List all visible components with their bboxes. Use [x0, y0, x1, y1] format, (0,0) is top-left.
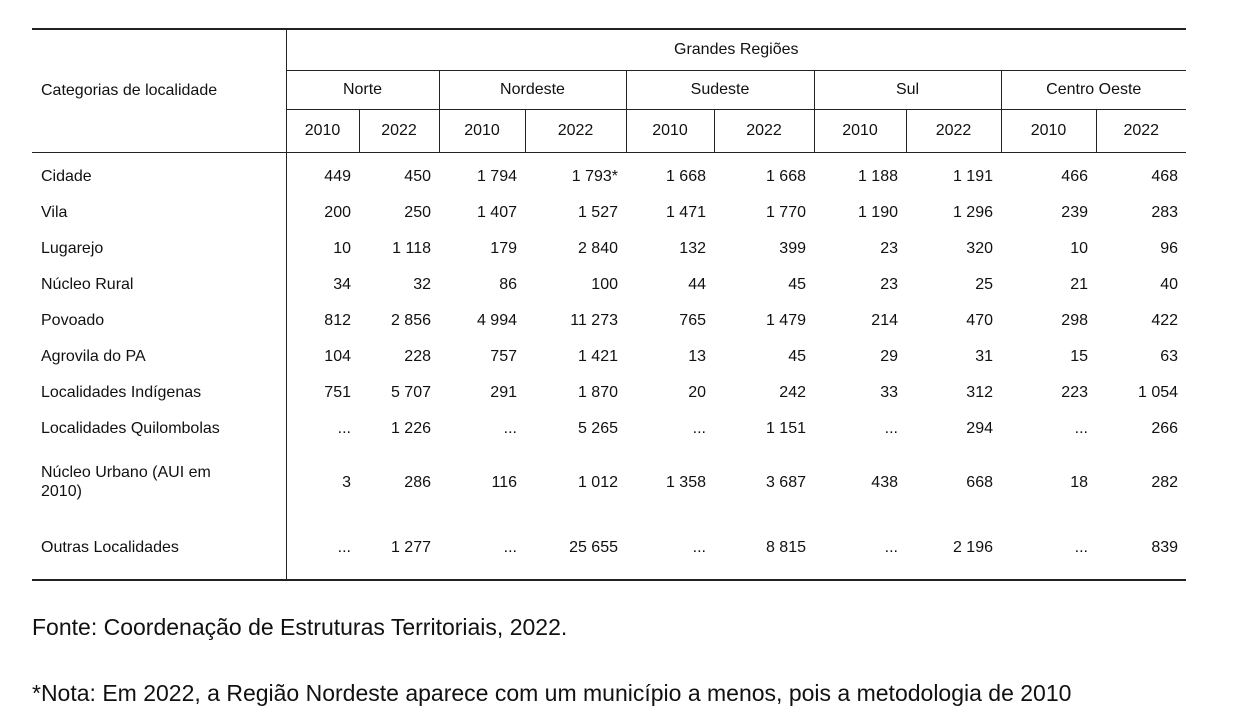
footnote: *Nota: Em 2022, a Região Nordeste aparece com um município a menos, pois a metodologia de 2010: [32, 680, 1072, 706]
year-header: 2022: [359, 110, 439, 153]
year-header: 2022: [525, 110, 626, 153]
table-cell: 1 668: [665, 168, 706, 185]
table-cell: 1 770: [765, 204, 806, 221]
table-cell: 468: [1151, 168, 1179, 185]
table-cell: 23: [880, 276, 898, 293]
table-cell: 466: [1061, 168, 1088, 185]
table-cell: 1 277: [359, 517, 439, 580]
table-cell: 104: [286, 339, 359, 375]
category-header: Categorias de localidade: [32, 29, 286, 153]
table-cell: 86: [499, 276, 517, 293]
table-row: [32, 267, 1186, 303]
table-cell: 32: [413, 276, 431, 293]
table-cell: 8 815: [714, 517, 814, 580]
table-cell: 116: [491, 473, 517, 491]
table-row: [32, 153, 1186, 196]
table-cell: 179: [490, 240, 517, 257]
table-cell: 283: [1151, 204, 1179, 221]
table-cell: 45: [788, 276, 806, 293]
table-cell: 1 358: [665, 473, 706, 491]
table-cell: 1 793*: [571, 168, 618, 185]
table-cell: 1 471: [665, 204, 706, 221]
table-cell: 132: [679, 240, 706, 257]
table-cell: 1 296: [952, 204, 993, 221]
table-cell: 23: [880, 240, 898, 257]
localities-table: [32, 28, 1186, 581]
table-row: [32, 517, 1186, 580]
table-cell: 757: [490, 348, 517, 365]
table-cell: 839: [1096, 517, 1186, 580]
table-cell: ...: [503, 420, 517, 437]
table-cell: 266: [1151, 420, 1179, 437]
table-cell: 228: [404, 348, 431, 365]
table-cell: 200: [286, 195, 359, 231]
region-header: Nordeste: [439, 71, 626, 110]
table-cell: 13: [688, 348, 706, 365]
table-row: [32, 411, 1186, 447]
row-label: Vila: [41, 204, 68, 221]
table-cell: 5 707: [390, 384, 431, 401]
table-cell: 5 265: [577, 420, 618, 437]
table-cell: 45: [788, 348, 806, 365]
row-label: Cidade: [41, 168, 92, 185]
table-cell: 1 527: [577, 204, 618, 221]
table-cell: 3: [286, 447, 359, 517]
table-cell: 25 655: [525, 517, 626, 580]
table-cell: 1 226: [390, 420, 431, 437]
group-header: Grandes Regiões: [286, 29, 1186, 71]
table-cell: 1 188: [857, 168, 898, 185]
table-cell: ...: [286, 411, 359, 447]
table-cell: 320: [966, 240, 993, 257]
table-cell: 239: [1061, 204, 1088, 221]
table-cell: 1 191: [952, 168, 993, 185]
table-cell: 29: [880, 348, 898, 365]
year-header: 2010: [439, 110, 525, 153]
row-label: Localidades Quilombolas: [41, 420, 220, 437]
table-cell: ...: [692, 420, 706, 437]
table-cell: 438: [871, 473, 898, 491]
table-cell: 812: [286, 303, 359, 339]
year-header: 2022: [906, 110, 1001, 153]
table-cell: 10: [1070, 240, 1088, 257]
region-header: Sudeste: [626, 71, 814, 110]
table-cell: 96: [1160, 240, 1179, 257]
table-cell: 282: [1151, 473, 1179, 491]
table-cell: 765: [679, 312, 706, 329]
row-label: Núcleo Rural: [41, 276, 134, 293]
year-header: 2010: [1001, 110, 1096, 153]
table-row: [32, 231, 1186, 267]
table-cell: 34: [286, 267, 359, 303]
table-cell: ...: [626, 517, 714, 580]
table-cell: 33: [880, 384, 898, 401]
table-cell: 223: [1061, 384, 1088, 401]
year-header: 2010: [626, 110, 714, 153]
table-cell: 31: [975, 348, 993, 365]
table-cell: ...: [884, 420, 898, 437]
table-cell: 20: [688, 384, 706, 401]
year-header: 2010: [286, 110, 359, 153]
table-cell: 294: [966, 420, 993, 437]
table-cell: 10: [286, 231, 359, 267]
table-cell: 1 668: [765, 168, 806, 185]
table-cell: ...: [814, 517, 906, 580]
table-row: [32, 339, 1186, 375]
table-cell: 15: [1070, 348, 1088, 365]
table-cell: 250: [404, 204, 431, 221]
table-cell: 2 840: [577, 240, 618, 257]
table-cell: 214: [871, 312, 898, 329]
table-cell: 1 151: [765, 420, 806, 437]
table-cell: 470: [966, 312, 993, 329]
table-cell: 242: [779, 384, 806, 401]
table-cell: 1 054: [1137, 384, 1179, 401]
row-label: Agrovila do PA: [41, 348, 146, 365]
table-cell: 11 273: [570, 312, 618, 329]
table-cell: 1 421: [577, 348, 618, 365]
table-cell: 450: [404, 168, 431, 185]
table-cell: 63: [1160, 348, 1179, 365]
table-row: [32, 195, 1186, 231]
table-cell: 2 196: [906, 517, 1001, 580]
table-cell: 422: [1151, 312, 1179, 329]
table-cell: 668: [966, 473, 993, 491]
table-cell: 291: [490, 384, 517, 401]
region-header: Norte: [286, 71, 439, 110]
table-row: [32, 447, 1186, 517]
year-header: 2022: [1096, 110, 1186, 153]
row-label: Outras Localidades: [32, 517, 286, 580]
table-cell: 751: [286, 375, 359, 411]
row-label: Localidades Indígenas: [41, 384, 202, 401]
table-cell: 1 479: [765, 312, 806, 329]
table-cell: 44: [688, 276, 706, 293]
table-cell: ...: [439, 517, 525, 580]
table-cell: 399: [779, 240, 806, 257]
table-cell: ...: [286, 517, 359, 580]
table-cell: ...: [1001, 517, 1096, 580]
table-cell: 1 012: [577, 473, 618, 491]
region-header: Sul: [814, 71, 1001, 110]
region-header: Centro Oeste: [1001, 71, 1186, 110]
table-row: [32, 303, 1186, 339]
table-cell: 298: [1061, 312, 1088, 329]
table-cell: 449: [286, 153, 359, 196]
table-cell: 312: [966, 384, 993, 401]
table-cell: 1 118: [392, 240, 431, 257]
table-cell: 1 190: [857, 204, 898, 221]
year-header: 2010: [814, 110, 906, 153]
table-row: [32, 375, 1186, 411]
table-cell: 25: [975, 276, 993, 293]
source-note: Fonte: Coordenação de Estruturas Territoriais, 2022.: [32, 614, 568, 640]
table-cell: 1 870: [577, 384, 618, 401]
table-cell: 18: [1070, 473, 1088, 491]
table-cell: 2 856: [390, 312, 431, 329]
table-cell: ...: [1074, 420, 1088, 437]
table-cell: 286: [404, 473, 431, 491]
year-header: 2022: [714, 110, 814, 153]
table-cell: 40: [1160, 276, 1179, 293]
row-label: Lugarejo: [41, 240, 104, 257]
table-body: [32, 153, 1186, 581]
table-cell: 3 687: [765, 473, 806, 491]
table-cell: 1 407: [476, 204, 517, 221]
table-cell: 21: [1070, 276, 1088, 293]
table-cell: 100: [591, 276, 618, 293]
row-label: Povoado: [41, 312, 105, 329]
row-label: Núcleo Urbano (AUI em 2010): [41, 464, 211, 500]
table-cell: 4 994: [476, 312, 517, 329]
table-cell: 1 794: [476, 168, 517, 185]
